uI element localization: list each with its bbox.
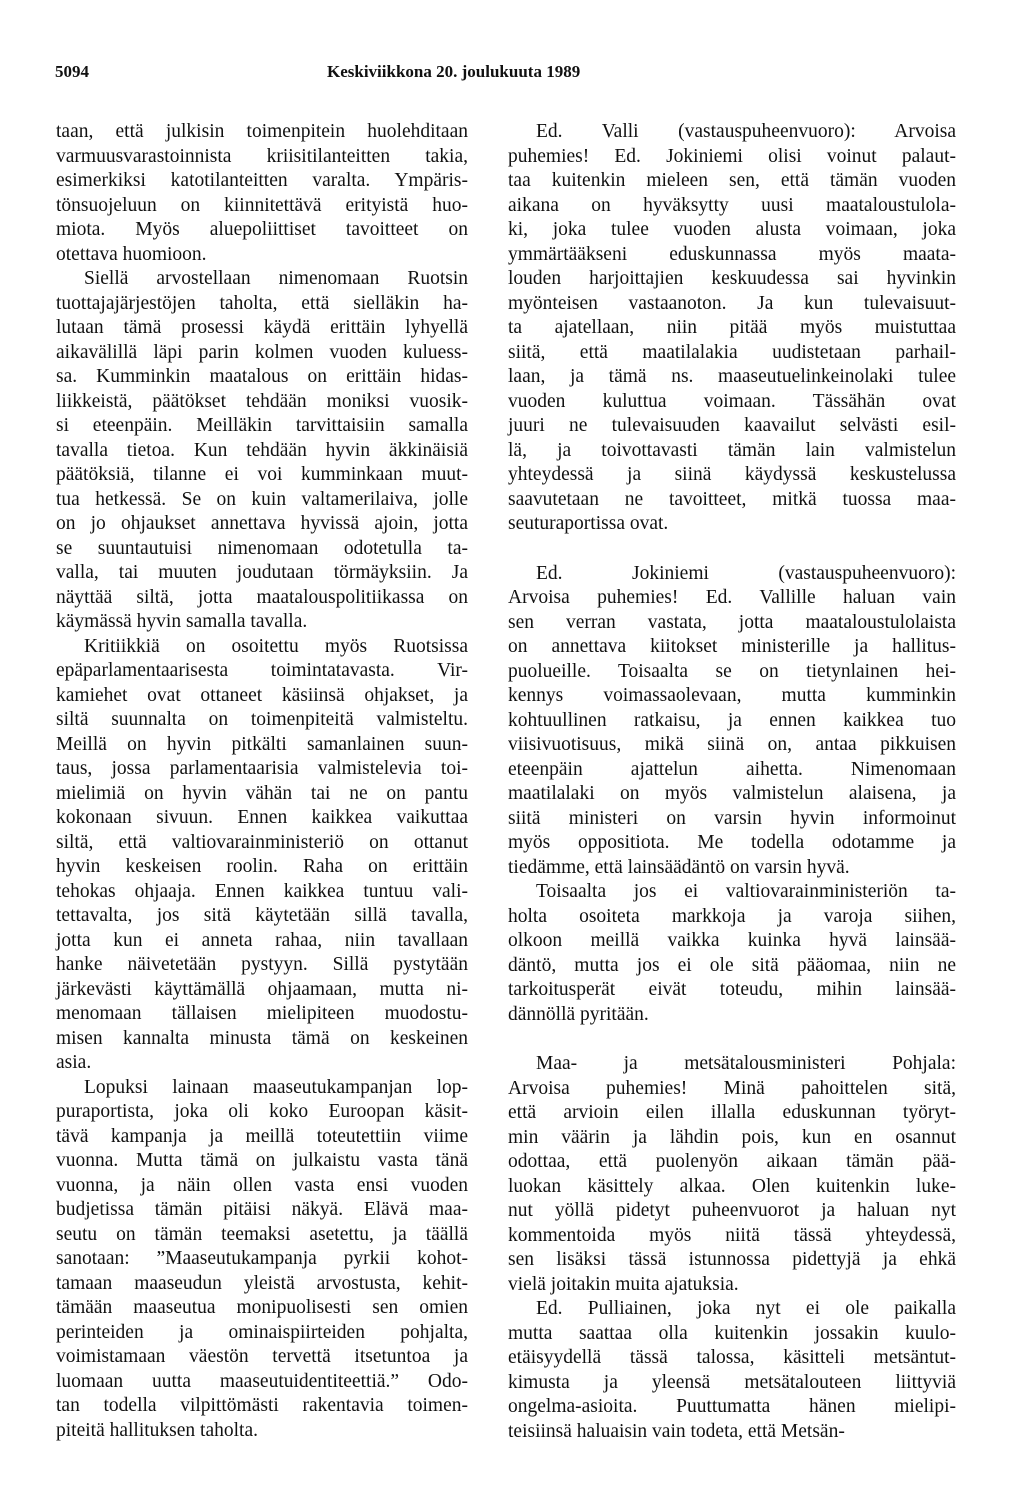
text-line: puolueille. Toisaalta se on tietynlainen hei- [508, 660, 956, 682]
text-line: myös oppositiota. Me todella odotamme ja [508, 832, 956, 853]
text-line: ongelma-asioita. Puuttumatta hänen mielipi- [508, 1396, 956, 1417]
text-line: maatilalaki on myös valmistelun alaisena, ja [508, 783, 956, 804]
text-line: siltä suunnalta on toimenpiteitä valmisteltu. [56, 709, 468, 730]
text-line: tamaan maaseudun yleistä arvostusta, kehit- [56, 1272, 468, 1294]
page-number: 5094 [55, 62, 89, 81]
running-title: Keskiviikkona 20. joulukuuta 1989 [327, 62, 581, 81]
text-line: päätöksiä, tilanne ei voi kumminkaan muut- [56, 464, 468, 485]
text-line: valla, tai muuten joudutaan törmäyksiin. Ja [56, 562, 468, 583]
paragraph [56, 1076, 468, 1444]
text-line: seutu on tämän teemaksi asetettu, ja täällä [56, 1223, 468, 1245]
text-line: näyttää siltä, jotta maatalouspolitiikassa on [56, 586, 468, 608]
text-line: tua hetkessä. Se on kuin valtamerilaiva, jolle [56, 488, 468, 510]
text-line: Arvoisa puhemies! Minä pahoittelen sitä, [508, 1077, 956, 1099]
text-line: däntö, mutta jos ei ole sitä pääomaa, niin ne [508, 954, 956, 976]
text-line: tämään maaseutua monipuolisesti sen omien [56, 1297, 468, 1318]
text-line: tavalla tietoa. Kun tehdään hyvin äkkinäisiä [56, 439, 468, 461]
text-line: sanotaan: ”Maaseutukampanja pyrkii kohot- [56, 1248, 468, 1269]
text-line: sen verran vastata, jotta maataloustulolaista [508, 611, 956, 633]
text-line: tarkoitusperät eivät toteudu, mihin lainsää- [508, 979, 956, 1000]
text-line: Toisaalta jos ei valtiovarainministeriön ta- [536, 881, 956, 902]
text-line: luomaan uutta maaseutuidentiteettiä.” Odo- [56, 1370, 468, 1392]
text-line: louden harjoittajien keskuudessa sai hyvinkin [508, 268, 956, 289]
text-line: etäisyydellä tässä talossa, käsitteli metsäntut- [508, 1347, 956, 1368]
text-line: myönteisen vastaanoton. Ja kun tulevaisuut- [508, 292, 956, 314]
text-line: taan, että julkisin toimenpitein huolehditaan [56, 121, 468, 142]
text-line: Meillä on hyvin pitkälti samanlainen suun- [56, 733, 468, 755]
text-line: ta ajatellaan, niin pitää myös muistuttaa [508, 317, 956, 338]
text-line: odottaa, että puolenyön aikaan tämän pää- [508, 1151, 956, 1172]
text-line: holta osoiteta markkoja ja varoja siihen, [508, 905, 956, 927]
text-line: että arvioin eilen illalla eduskunnan työryt- [508, 1102, 956, 1123]
paragraph [508, 562, 956, 881]
text-line: epäparlamentaarisesta toimintatavasta. Vir- [56, 660, 468, 681]
left-column [56, 120, 468, 1443]
text-line: on jo ohjaukset annettava hyvissä ajoin, jotta [56, 513, 468, 534]
paragraph [56, 267, 468, 635]
paragraph [508, 880, 956, 1027]
text-line: tiedämme, että lainsäädäntö on varsin hyvä. [508, 856, 850, 878]
text-line: Siellä arvostellaan nimenomaan Ruotsin [84, 268, 468, 289]
text-line: Ed. Pulliainen, joka nyt ei ole paikalla [536, 1298, 956, 1319]
text-line: kennys voimassaolevaan, mutta kumminkin [508, 685, 956, 706]
text-line: taus, jossa parlamentaarisia valmistelevia toi- [56, 758, 468, 779]
text-line: ymmärtääkseni eduskunnassa myös maata- [508, 243, 956, 265]
text-line: Ed. Jokiniemi (vastauspuheenvuoro): [536, 562, 956, 584]
text-line: hyvin keskeisen roolin. Raha on erittäin [56, 856, 468, 877]
text-line: taa kuitenkin mieleen sen, että tämän vuoden [508, 170, 956, 191]
text-line: kamiehet ovat ottaneet käsiinsä ohjakset, ja [56, 684, 468, 706]
paragraph [56, 635, 468, 1076]
text-line: hanke näivetetään pystyyn. Sillä pystytään [56, 954, 468, 975]
text-line: tönsuojeluun on kiinnitettävä erityistä huo- [56, 194, 468, 216]
text-line: jotta kun ei anneta rahaa, niin tavallaan [56, 929, 468, 951]
text-line: käymässä hyvin samalla tavalla. [56, 611, 308, 632]
text-line: dännöllä pyritään. [508, 1003, 649, 1025]
text-line: vuoden kuluttua voimaan. Tässähän ovat [508, 390, 956, 412]
text-line: tävä kampanja ja meillä toteutettiin viime [56, 1125, 468, 1147]
text-line: tehokas ohjaaja. Ennen kaikkea tuntuu vali- [56, 880, 468, 902]
text-line: aikana on hyväksytty uusi maataloustulola- [508, 194, 956, 216]
text-line: miota. Myös aluepoliittiset tavoitteet on [56, 219, 468, 240]
paragraph [508, 120, 956, 537]
text-line: järkevästi käyttämällä ohjaamaan, mutta ni- [56, 978, 468, 1000]
text-line: tuottajajärjestöjen taholta, että sielläkin ha- [56, 292, 468, 314]
text-line: kohtuullinen ratkaisu, ja ennen kaikkea tuo [508, 709, 956, 731]
text-line: mutta saattaa olla kuitenkin jossakin kuulo- [508, 1322, 956, 1344]
text-line: Arvoisa puhemies! Ed. Vallille haluan vain [508, 587, 956, 608]
text-line: saavutetaan ne tavoitteet, mitkä tuossa maa- [508, 488, 956, 510]
text-line: lä, ja toivottavasti tämän lain valmistelun [508, 439, 956, 461]
text-line: asia. [56, 1052, 92, 1073]
text-line: aikavälillä läpi parin kolmen vuoden kuluess- [56, 341, 468, 363]
text-line: olkoon meillä vaikka kuinka hyvä lainsää- [508, 930, 956, 951]
text-line: tettavalta, jos sitä käytetään sillä tavalla, [56, 905, 468, 926]
text-line: kimusta ja yleensä metsätalouteen liittyviä [508, 1371, 956, 1393]
text-line: menomaan tällaisen mielipiteen muodostu- [56, 1003, 468, 1024]
text-line: viisivuotisuus, mikä siinä on, antaa pikkuisen [508, 734, 956, 755]
paragraph-gap [508, 1027, 956, 1052]
text-line: on annettava kiitokset ministerille ja hallitus- [508, 636, 956, 657]
text-line: puraportista, joka oli koko Euroopan käsit- [56, 1101, 468, 1122]
text-line: siitä ministeri on varsin hyvin informoinut [508, 807, 956, 829]
text-line: Ed. Valli (vastauspuheenvuoro): Arvoisa [536, 121, 956, 142]
text-line: Kritiikkiä on osoitettu myös Ruotsissa [84, 635, 468, 657]
text-line: lutaan tämä prosessi käydä erittäin lyhyellä [56, 317, 468, 338]
text-line: perinteiden ja ominaispiirteiden pohjalta, [56, 1321, 468, 1343]
right-column [508, 120, 956, 1444]
text-line: juuri ne tulevaisuuden kaavailut selvästi esil- [508, 415, 956, 436]
text-line: vuonna. Mutta tämä on julkaistu vasta tänä [56, 1150, 468, 1171]
text-line: seuturaportissa ovat. [508, 513, 669, 534]
text-line: piteitä hallituksen taholta. [56, 1419, 258, 1441]
text-line: esimerkiksi katotilanteitten varalta. Ympäris- [56, 170, 468, 191]
page-header [55, 62, 975, 88]
paragraph [56, 120, 468, 267]
text-line: Maa- ja metsätalousministeri Pohjala: [536, 1053, 956, 1074]
text-line: luokan käsittely alkaa. Olen kuitenkin luke- [508, 1175, 956, 1197]
text-line: si eteenpäin. Meilläkin tarvittaisiin samalla [56, 415, 468, 436]
text-line: eteenpäin ajattelun aihetta. Nimenomaan [508, 758, 956, 780]
text-line: puhemies! Ed. Jokiniemi olisi voinut palaut- [508, 145, 956, 167]
text-line: yhteydessä ja siinä käydyssä keskustelussa [508, 464, 956, 485]
text-line: kokonaan sivuun. Ennen kaikkea vaikuttaa [56, 807, 468, 828]
text-line: siitä, että maatilalakia uudistetaan parhail- [508, 341, 956, 363]
text-line: nut yöllä pidetyt puheenvuorot ja haluan nyt [508, 1200, 956, 1221]
paragraph [508, 1297, 956, 1444]
text-line: varmuusvarastoinnista kriisitilanteitten takia, [56, 145, 468, 167]
text-line: Lopuksi lainaan maaseutukampanjan lop- [84, 1076, 468, 1098]
text-line: liikkeistä, päätökset tehdään moniksi vuosik- [56, 390, 468, 412]
text-line: ki, joka tulee vuoden alusta voimaan, joka [508, 219, 956, 240]
text-line: otettava huomioon. [56, 243, 207, 265]
text-line: laan, ja tämä ns. maaseutuelinkeinolaki tulee [508, 366, 956, 387]
text-line: sen lisäksi tässä istunnossa pidettyjä ja ehkä [508, 1249, 956, 1270]
text-line: min väärin ja lähdin pois, kun en osannut [508, 1126, 956, 1148]
text-line: se suuntautuisi nimenomaan odotetulla ta- [56, 537, 468, 559]
text-line: misen kannalta minusta tämä on keskeinen [56, 1027, 468, 1049]
text-line: vuonna, ja näin ollen vasta ensi vuoden [56, 1174, 468, 1196]
text-line: kommentoida myös niitä tässä yhteydessä, [508, 1224, 956, 1246]
paragraph [508, 1052, 956, 1297]
paragraph-gap [508, 537, 956, 562]
text-line: teisiinsä haluaisin vain todeta, että Metsän- [508, 1420, 845, 1442]
text-line: voimistamaan väestön tervettä itsetuntoa ja [56, 1346, 468, 1367]
text-line: siltä, että valtiovarainministeriö on ottanut [56, 831, 468, 853]
text-line: sa. Kumminkin maatalous on erittäin hidas- [56, 366, 468, 387]
text-line: mielimiä on hyvin vähän tai ne on pantu [56, 782, 468, 804]
text-line: budjetissa tämän pitäisi näkyä. Elävä maa- [56, 1199, 468, 1220]
text-line: vielä joitakin muita ajatuksia. [508, 1273, 739, 1295]
text-line: tan todella vilpittömästi rakentavia toimen- [56, 1395, 468, 1416]
